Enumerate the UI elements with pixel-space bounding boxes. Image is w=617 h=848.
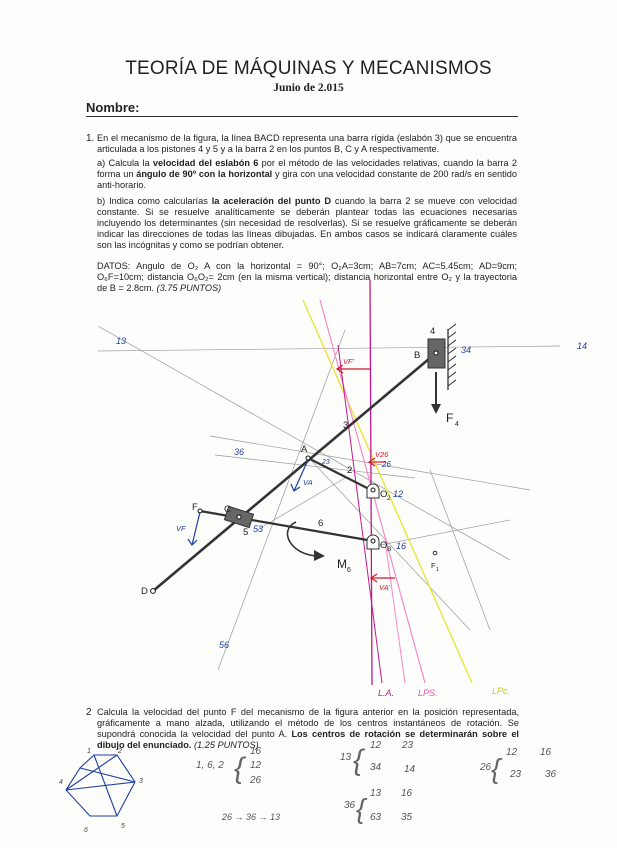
q1-number: 1. (86, 133, 95, 144)
label-d: D (141, 586, 148, 597)
ann-13: 13 (116, 336, 127, 346)
ann-34: 34 (461, 345, 472, 355)
hw-set3-r1c2: 16 (540, 747, 552, 758)
label-link-5: 5 (243, 527, 249, 538)
hw-set1-v2: 12 (250, 760, 262, 771)
hw-set2-r2c2: 14 (404, 764, 416, 775)
ann-53: 53 (253, 524, 264, 534)
q1a-bold-2: ángulo de 90º con la horizontal (136, 169, 273, 179)
q1a-text-1: a) Calcula la (97, 158, 153, 168)
q1a-bold-1: velocidad del eslabón 6 (152, 158, 259, 168)
poly-label-2: 2 (118, 748, 122, 755)
ann-36: 36 (234, 447, 245, 457)
label-m6-sub: 6 (347, 567, 351, 574)
label-f: F (192, 502, 198, 513)
label-m6: M (337, 557, 347, 571)
hw-brace-3: { (491, 753, 501, 784)
page-title: TEORÍA DE MÁQUINAS Y MECANISMOS (125, 58, 492, 79)
diag-4 (94, 755, 117, 816)
q1a-text-2: por el método de las velocidades relativas, cuando la barra 2 forma un (97, 158, 518, 179)
ann-lps: LPS. (418, 688, 438, 698)
ann-vf-prime: VF' (343, 357, 355, 366)
name-label: Nombre: (86, 100, 140, 115)
hw-set1-v3: 26 (250, 775, 262, 786)
poly-label-5: 5 (121, 823, 125, 830)
label-a: A (301, 444, 308, 455)
hw-set4-r2c2: 35 (401, 812, 413, 823)
label-link-3: 3 (343, 420, 349, 431)
q2-text-1: Calcula la velocidad del punto F del mecanismo de la figura anterior en la posición representada, gráficamente a mano alzada, utilizando el método de los centros instantáneos de rotación. Se supondrá conocida la velocidad del punto A. (97, 707, 519, 739)
q2-number: 2 (86, 707, 92, 718)
label-link-4: 4 (430, 326, 436, 337)
q1a-text-3: y gira con una velocidad constante de 200 rad/s en sentido anti-horario. (97, 169, 517, 190)
ann-v26: V26 (375, 450, 389, 459)
label-f4-sub: 4 (455, 421, 459, 428)
hw-set4-r1c1: 13 (370, 788, 382, 799)
hw-set2-key: 13 (340, 752, 352, 763)
ann-16: 16 (396, 541, 407, 551)
hw-set4-r1c2: 16 (401, 788, 413, 799)
hw-set1-key: 1, 6, 2 (196, 760, 224, 771)
hw-chain: 26 → 36 → 13 (222, 812, 281, 822)
poly-label-1: 1 (87, 748, 91, 755)
ann-14: 14 (577, 341, 588, 351)
ann-va-prime: VA' (379, 583, 391, 592)
poly-label-3: 3 (139, 778, 143, 785)
q2-bold: Los centros de rotación se determinarán sobre el dibujo del enunciado. (97, 729, 519, 750)
hw-set2-r1c2: 23 (402, 740, 414, 751)
ann-la: L.A. (378, 688, 395, 698)
hw-brace-4: { (356, 793, 366, 824)
ci-polygon-sketch (66, 755, 135, 816)
q1-intro: En el mecanismo de la figura, la línea BACD representa una barra rígida (eslabón 3) que se encuentra articulada a los pistones 4 y 5 y a la barra 2 en los puntos B, C y A respectivamente. (97, 133, 517, 154)
hw-set4-r2c1: 63 (370, 812, 382, 823)
hw-brace-2: { (353, 744, 364, 777)
label-o2-sub: 2 (387, 495, 391, 502)
ann-vf: VF (176, 524, 186, 533)
hw-set2-r2c1: 34 (370, 762, 382, 773)
hw-set3-key: 26 (480, 762, 492, 773)
label-f4: F (446, 411, 454, 425)
label-link-2: 2 (347, 465, 353, 476)
ann-56: 56 (219, 640, 230, 650)
hw-set2-r1c1: 12 (370, 740, 382, 751)
label-b: B (414, 350, 421, 361)
q1b-text-1: b) Indica como calcularías (97, 196, 212, 206)
hw-set3-r1c1: 12 (506, 747, 518, 758)
poly-label-4: 4 (59, 779, 63, 786)
label-c: C (224, 504, 231, 515)
exam-date: Junio de 2.015 (273, 82, 344, 94)
hw-set3-r2c2: 36 (545, 769, 557, 780)
poly-label-6: 6 (84, 827, 88, 834)
ann-12: 12 (393, 489, 404, 499)
label-ob-sub: B (387, 546, 392, 553)
label-ob: O (380, 540, 388, 551)
hw-brace-1: { (234, 752, 245, 785)
q1-datos-text: DATOS: Angulo de O₂ A con la horizontal = 90°; O₂A=3cm; AB=7cm; AC=5.45cm; AD=9cm; O₆F=10cm; distancia O₆O₂= 2cm (en la misma vertical); distancia horizontal entre O₂ y la trayectoria de B = 2.8cm. (97, 261, 517, 293)
q2-points: (1.25 PUNTOS) (194, 740, 259, 750)
ann-26: 26 (382, 460, 391, 469)
hw-set1-v1: 16 (250, 746, 262, 757)
q1b-bold-1: la aceleración del punto D (211, 196, 331, 206)
label-link-6: 6 (318, 518, 324, 529)
hw-set3-r2c1: 23 (510, 769, 522, 780)
label-o2: O (380, 489, 388, 500)
label-f1: F (431, 561, 436, 570)
ann-lpc: LPc. (492, 686, 511, 696)
label-f1-sub: 1 (436, 567, 440, 573)
ann-23: 23 (322, 459, 330, 466)
ann-va: VA (303, 478, 313, 487)
hw-set4-key: 36 (344, 800, 356, 811)
q1-points: (3.75 PUNTOS) (156, 283, 222, 293)
q1b-text-2: cuando la barra 2 se mueve con velocidad constante. Si se resuelve analíticamente se deberán plantear todas las ecuaciones necesarias incluyendo los determinantes (sin necesidad de resolverlas). Si se resuelve gráficamente se deberán indicar las direcciones de todas las líneas dibujadas. En ambos casos se indicará claramente cuáles son las incógnitas y como se podrían obtener. (97, 196, 518, 250)
